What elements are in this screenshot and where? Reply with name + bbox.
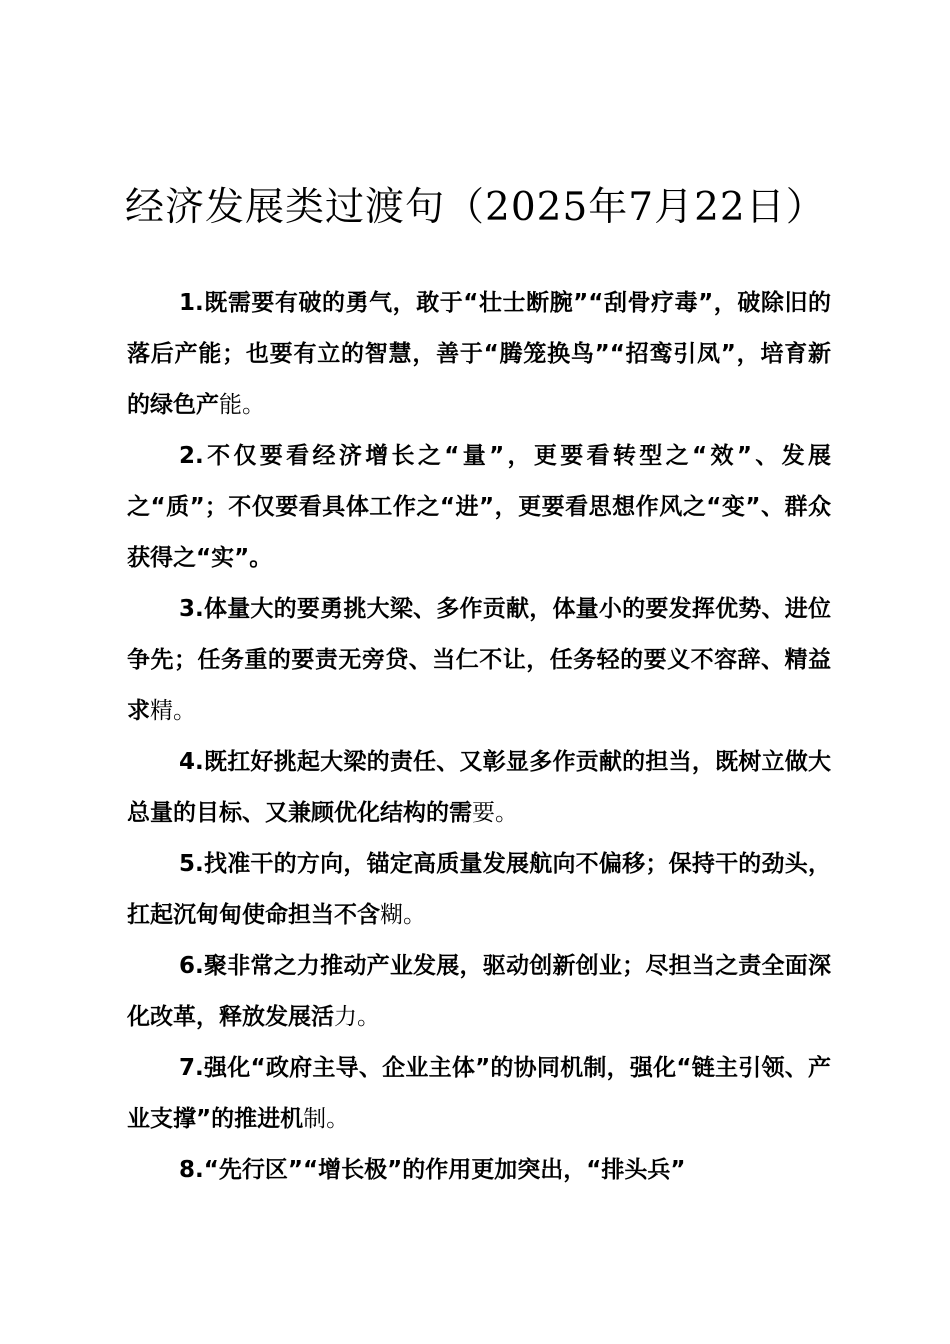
paragraph-tail: 制。 bbox=[303, 1106, 350, 1132]
paragraph-text: 6.聚非常之力推动产业发展，驱动创新创业；尽担当之责全面深化改革，释放发展活 bbox=[127, 953, 831, 1030]
paragraph-text: 1.既需要有破的勇气，敢于“壮士断腕”“刮骨疗毒”，破除旧的落后产能；也要有立的智慧，善于“腾笼换鸟”“招鸾引凤”，培育新的绿色产 bbox=[127, 290, 831, 418]
paragraph-6 bbox=[127, 941, 831, 1043]
paragraph-text: 2.不仅要看经济增长之“量”，更要看转型之“效”、发展之“质”；不仅要看具体工作之“进”，更要看思想作风之“变”、群众获得之“实”。 bbox=[127, 443, 831, 571]
paragraph-tail: 精。 bbox=[150, 698, 196, 724]
paragraph-tail: 要。 bbox=[472, 800, 518, 826]
paragraph-4 bbox=[127, 737, 831, 839]
paragraph-tail: 糊。 bbox=[380, 902, 426, 928]
paragraph-text: 4.既扛好挑起大梁的责任、又彰显多作贡献的担当，既树立做大总量的目标、又兼顾优化结构的需 bbox=[127, 749, 831, 826]
paragraph-tail: 能。 bbox=[219, 392, 265, 418]
paragraph-7 bbox=[127, 1043, 831, 1145]
paragraph-text: 5.找准干的方向，锚定高质量发展航向不偏移；保持干的劲头，扛起沉甸甸使命担当不含 bbox=[127, 851, 831, 928]
document-body bbox=[127, 278, 831, 1196]
paragraph-text: 7.强化“政府主导、企业主体”的协同机制，强化“链主引领、产业支撑”的推进机 bbox=[127, 1055, 831, 1132]
paragraph-1 bbox=[127, 278, 831, 431]
paragraph-text: 3.体量大的要勇挑大梁、多作贡献，体量小的要发挥优势、进位争先；任务重的要责无旁贷、当仁不让，任务轻的要义不容辞、精益求 bbox=[127, 596, 831, 724]
paragraph-5 bbox=[127, 839, 831, 941]
paragraph-text: 8.“先行区”“增长极”的作用更加突出，“排头兵” bbox=[179, 1157, 686, 1183]
paragraph-tail: 力。 bbox=[334, 1004, 380, 1030]
paragraph-8 bbox=[127, 1145, 831, 1196]
paragraph-2 bbox=[127, 431, 831, 584]
document-title: 经济发展类过渡句（2025年7月22日） bbox=[125, 185, 826, 230]
paragraph-3 bbox=[127, 584, 831, 737]
